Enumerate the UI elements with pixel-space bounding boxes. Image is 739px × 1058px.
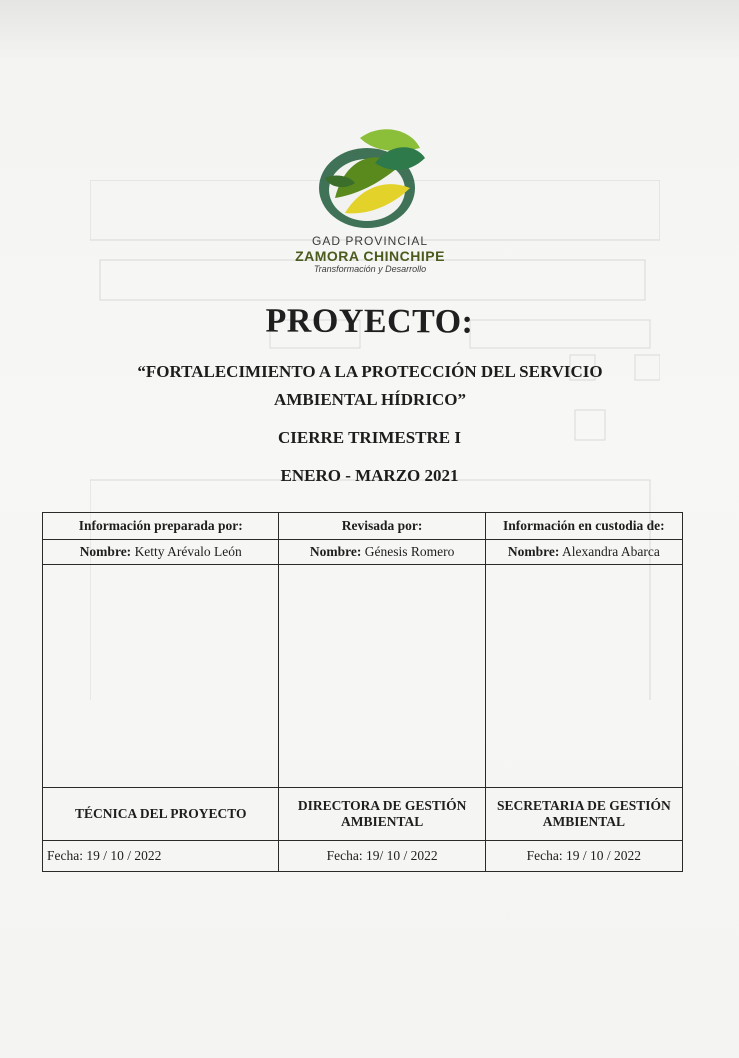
name-label: Nombre: [507, 544, 560, 559]
name-label: Nombre: [309, 544, 362, 559]
reviewer-name: Génesis Romero [364, 544, 455, 559]
period-label: ENERO - MARZO 2021 [280, 466, 459, 485]
table-row-roles [43, 788, 683, 841]
date-preparer: Fecha: 19 / 10 / 2022 [43, 841, 279, 872]
leaf-emblem-icon [305, 118, 435, 236]
gad-logo [280, 118, 460, 293]
document-title: PROYECTO: [265, 302, 474, 341]
closure-label: CIERRE TRIMESTRE I [278, 428, 461, 447]
role-custodian: SECRETARIA DE GESTIÓN AMBIENTAL [485, 788, 682, 841]
name-label: Nombre: [79, 544, 132, 559]
date-custodian: Fecha: 19 / 10 / 2022 [485, 841, 682, 872]
header-reviewed-by: Revisada por: [279, 513, 485, 540]
name-cell-reviewer [279, 540, 485, 565]
header-custody-of: Información en custodia de: [485, 513, 682, 540]
signature-space-reviewer [279, 565, 485, 788]
date-reviewer: Fecha: 19/ 10 / 2022 [279, 841, 485, 872]
name-cell-custodian [485, 540, 682, 565]
project-name [120, 358, 620, 414]
logo-text-gad: GAD PROVINCIAL [311, 234, 429, 248]
signature-table [42, 512, 683, 872]
signature-space-custodian [485, 565, 682, 788]
table-row-signatures [43, 565, 683, 788]
role-preparer: TÉCNICA DEL PROYECTO [43, 788, 279, 841]
project-name-line-2: AMBIENTAL HÍDRICO” [274, 390, 466, 409]
signature-space-preparer [43, 565, 279, 788]
role-reviewer: DIRECTORA DE GESTIÓN AMBIENTAL [279, 788, 485, 841]
project-name-line-1: “FORTALECIMIENTO A LA PROTECCIÓN DEL SERVICIO [137, 362, 603, 381]
table-row-dates [43, 841, 683, 872]
header-prepared-by: Información preparada por: [43, 513, 279, 540]
name-cell-preparer [43, 540, 279, 565]
logo-text-province: ZAMORA CHINCHIPE [295, 248, 445, 264]
page-shadow [0, 0, 739, 60]
custodian-name: Alexandra Abarca [562, 544, 660, 559]
table-header-row [43, 513, 683, 540]
preparer-name: Ketty Arévalo León [134, 544, 242, 559]
table-row-names [43, 540, 683, 565]
logo-slogan: Transformación y Desarrollo [313, 264, 427, 274]
